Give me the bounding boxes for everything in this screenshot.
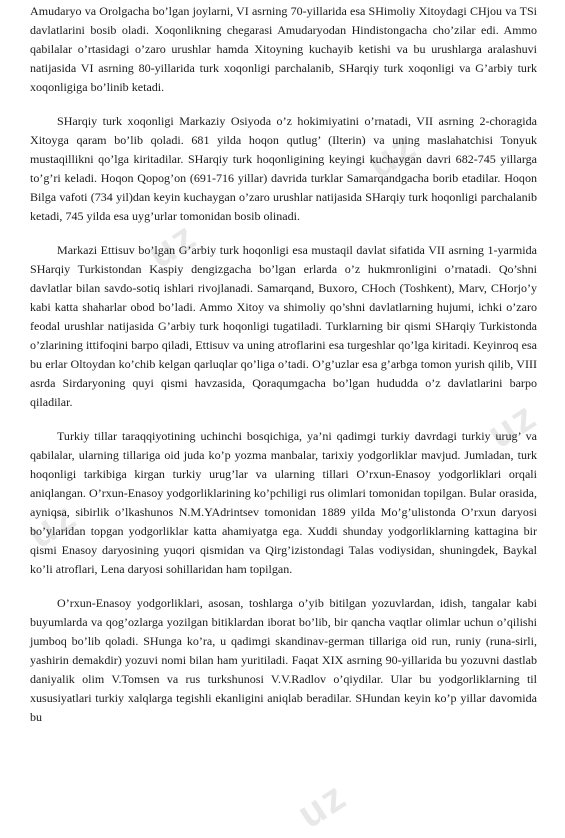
- paragraph: Markazi Ettisuv bo’lgan G’arbiy turk hoqonligi esa mustaqil davlat sifatida VII asrning 1-yarmida SHarqiy Turkistondan Kaspiy dengizgacha bo’lgan erlarda o’z hukmronligini o’rnatadi. Qo’shni davlatlar bilan savdo-sotiq ishlari rivojlanadi. Samarqand, Buxoro, CHoch (Toshkent), Marv, CHorjo’y kabi katta shaharlar obod bo’ladi. Ammo Xitoy va shimoliy qo’shni davlatlarning hujumi, ichki o’zaro feodal urushlar natijasida G’arbiy turk hoqonligi tugatiladi. Turklarning bir qismi SHarqiy Turkistonda o’zlarining ittifoqini barpo qiladi, Ettisuv va uning atroflarini esa turgeshlar qo’lga kiritadi. Keyinroq esa bu erlar Oltoydan ko’chib kelgan qarluqlar qo’liga o’tadi. O’g’uzlar esa g’arbga tomon yurish qilib, VIII asrda Sirdaryoning quyi qismi havzasida, Qoraqumgacha bo’lgan hududda o’z davlatlarini barpo qiladilar.: [30, 243, 537, 409]
- paragraph: Turkiy tillar taraqqiyotining uchinchi bosqichiga, ya’ni qadimgi turkiy davrdagi turkiy urug’ va qabilalar, ularning tillariga oid juda ko’p yozma manbalar, tarixiy yodgorliklar mavjud. Jumladan, turk hoqonligi tarkibiga kirgan turkiy urug’lar va ularning tillari O’rxun-Enasoy yodgorliklari orqali aniqlangan. O’rxun-Enasoy yodgorliklarining ko’pchiligi rus olimlari tomonidan topilgan. Bular orasida, ayniqsa, sibirlik o’lkashunos N.M.YAdrintsev tomonidan 1889 yilda Mo’g’ulistonda O’rxun daryosi bo’ylaridan topgan yodgorliklar katta ahamiyatga ega. Xuddi shunday yodgorliklarning kattagina bir qismi Enasoy daryosining yuqori qismidan va Qirg’izistondagi Talas vodiysidan, shuningdek, Baykal ko’li atroflari, Lena daryosi sohillaridan ham topilgan.: [30, 429, 537, 576]
- watermark: uz: [360, 123, 425, 187]
- paragraph: SHarqiy turk xoqonligi Markaziy Osiyoda o’z hokimiyatini o’rnatadi, VII asrning 2-choragida Xitoyga qaram bo’lib qoladi. 681 yilda hoqon qutlug’ (Ilterin) va uning maslahatchisi Tonyuk mustaqillikni qo’lga kiritadilar. SHarqiy turk hoqonligining keyingi kuchaygan davri 682-745 yillarga to’g’ri keladi. Hoqon Qopog’on (691-716 yillar) davrida turklar Samarqandgacha borib etadilar. Hoqon Bilga vafoti (734 yil)dan keyin kuchaygan o’zaro urushlar natijasida SHarqiy turk hoqonligi parchalanib ketadi, 745 yilda esa uyg’urlar tomonidan bosib olinadi.: [30, 114, 537, 223]
- watermark: uz: [140, 213, 205, 277]
- watermark: uz: [290, 773, 355, 837]
- paragraph: Amudaryo va Orolgacha bo’lgan joylarni, VI asrning 70-yillarida esa SHimoliy Xitoydagi CHjou va TSi davlatlarini bosib oladi. Xoqonlikning chegarasi Amudaryodan Hindistongacha cho’zilar edi. Ammo qabilalar o’rtasidagi o’zaro urushlar hamda Xitoyning kuchayib ketishi va bu urushlarga aralashuvi natijasida VI asrning 80-yillarida turk xoqonligi parchalanib, SHarqiy turk xoqonligi va G’arbiy turk xoqonligiga bo’linib ketadi.: [30, 4, 537, 94]
- watermark: uz: [20, 493, 85, 557]
- document-page: [30, 0, 537, 727]
- watermark: uz: [480, 393, 545, 457]
- paragraph: O’rxun-Enasoy yodgorliklari, asosan, toshlarga o’yib bitilgan yozuvlardan, idish, tangalar kabi buyumlarda va qog’ozlarga yozilgan bitiklardan iborat bo’lib, bir qancha vaqtlar olimlar uchun o’qilishi jumboq bo’lib qoladi. SHunga ko’ra, u qadimgi skandinav-german tillariga oid run, runiy (runa-sirli, yashirin demakdir) yozuvi nomi bilan ham yuritiladi. Faqat XIX asrning 90-yillarida bu yozuvni dastlab daniyalik olim V.Tomsen va rus turkshunosi V.V.Radlov o’qiydilar. Ular bu yodgorliklarning til xususiyatlari turkiy xalqlarga tegishli ekanligini aniqlab beradilar. SHundan keyin ko’p yillar davomida bu: [30, 596, 537, 724]
